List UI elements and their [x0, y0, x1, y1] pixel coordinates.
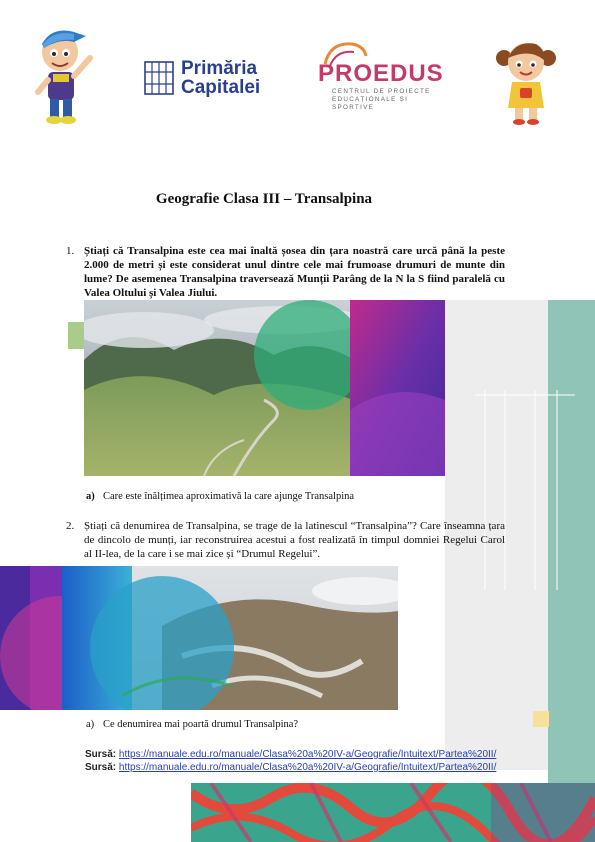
- page-title: Geografie Clasa III – Transalpina: [155, 191, 373, 207]
- primaria-emblem-icon: [143, 58, 175, 98]
- left-purple-decoration: [0, 566, 62, 710]
- primaria-line1: Primăria: [181, 58, 258, 79]
- source-line-1: [85, 748, 496, 761]
- transalpina-photo-2: [62, 566, 398, 710]
- boy-mascot: [30, 22, 100, 127]
- proedus-name: PROEDUS: [318, 60, 444, 87]
- source-link-2[interactable]: https://manuale.edu.ro/manuale/Clasa%20a%20IV-a/Geografie/Intuitext/Partea%20II/: [118, 762, 497, 773]
- source-link-1[interactable]: https://manuale.edu.ro/manuale/Clasa%20a%20IV-a/Geografie/Intuitext/Partea%20II/: [118, 749, 497, 760]
- question-2a-marker: a): [86, 719, 95, 730]
- source-label-2: Sursă:: [85, 762, 117, 773]
- girl-mascot: [496, 38, 556, 126]
- proedus-sub2: EDUCAȚIONALE ȘI SPORTIVE: [332, 96, 409, 111]
- question-2-number: 2.: [66, 520, 75, 532]
- primaria-line2: Capitalei: [181, 77, 261, 98]
- source-label-1: Sursă:: [85, 749, 117, 760]
- bottom-pattern-decoration: [191, 783, 595, 842]
- question-1-text: Știați că Transalpina este cea mai înaltă șosea din țara noastră care urcă până la peste 2.000 de metri și este considerat unul dintre cele mai frumoase drumuri de munte din lume? De asemenea Transalpina traversează Munții Parâng de la N la S fiind paralelă cu Valea Oltului și Valea Jiului.: [84, 245, 505, 299]
- proedus-sub1: CENTRUL DE PROIECTE: [332, 88, 431, 95]
- source-line-2: [85, 761, 496, 774]
- question-1a-marker: a): [86, 491, 95, 502]
- transalpina-photo-1: [84, 300, 445, 476]
- question-1a-text: Care este înălțimea aproximativă la care ajunge Transalpina: [103, 491, 355, 502]
- proedus-logo: [318, 38, 448, 111]
- question-1-number: 1.: [66, 245, 75, 257]
- yellow-square-decoration: [533, 711, 549, 727]
- question-2a-text: Ce denumirea mai poartă drumul Transalpina?: [103, 719, 299, 730]
- question-2-text: Știați că denumirea de Transalpina, se trage de la latinescul “Transalpina”? Care înseamna țara de dincolo de munți, iar reconstruirea acestui a fost realizată în timpul domniei Regelui Carol al II-lea, de la care i se mai zice și “Drumul Regelui”.: [84, 520, 505, 560]
- primaria-capitalei-logo: [143, 58, 273, 102]
